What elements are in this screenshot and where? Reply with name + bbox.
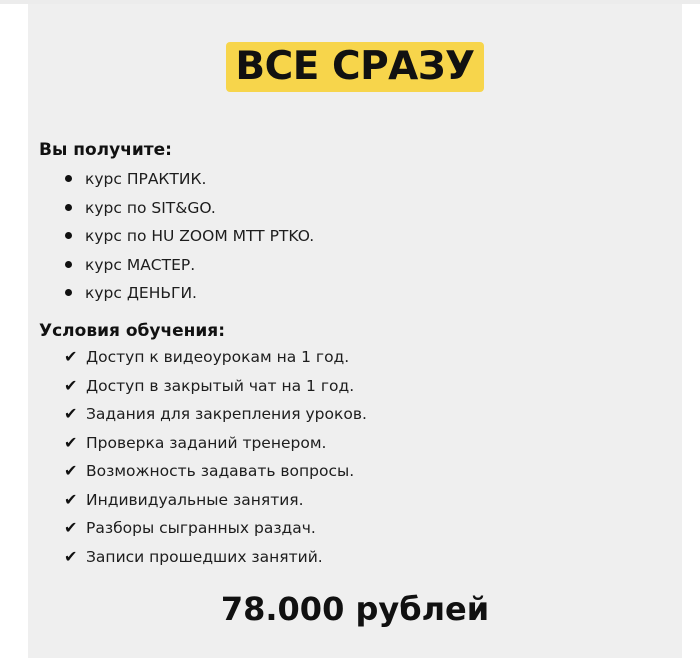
conditions-list	[64, 343, 367, 571]
bullet-dot-icon	[65, 204, 72, 211]
list-item-text: курс ДЕНЬГИ.	[85, 284, 197, 302]
list-item-text: Задания для закрепления уроков.	[86, 405, 367, 423]
list-item	[64, 343, 367, 372]
pricing-card	[28, 4, 682, 658]
bullet-dot-icon	[65, 175, 72, 182]
get-list	[64, 165, 314, 308]
list-item-text: курс ПРАКТИК.	[85, 170, 207, 188]
checkmark-icon: ✔	[64, 518, 78, 537]
list-item	[64, 486, 367, 515]
get-heading: Вы получите:	[39, 140, 172, 160]
bullet-dot-icon	[65, 261, 72, 268]
list-item	[64, 251, 314, 280]
title-wrapper	[28, 42, 682, 92]
list-item-text: курс по SIT&GO.	[85, 198, 216, 217]
list-item	[64, 543, 367, 572]
list-item	[64, 222, 314, 251]
price-label: 78.000 рублей	[220, 590, 490, 628]
list-item	[64, 194, 314, 223]
list-item-text: Индивидуальные занятия.	[86, 490, 304, 509]
checkmark-icon: ✔	[64, 375, 78, 395]
plan-title: ВСЕ СРАЗУ	[226, 42, 483, 92]
list-item-text: Доступ к видеоурокам на 1 год.	[86, 348, 350, 366]
checkmark-icon: ✔	[64, 404, 78, 423]
list-item-text: Разборы сыгранных раздач.	[86, 519, 316, 537]
bullet-dot-icon	[65, 232, 72, 239]
list-item-text: Записи прошедших занятий.	[86, 547, 323, 566]
list-item	[64, 429, 367, 458]
bullet-dot-icon	[65, 289, 72, 296]
list-item-text: Возможность задавать вопросы.	[86, 462, 355, 480]
list-item	[64, 457, 367, 486]
list-item	[64, 514, 367, 543]
list-item-text: курс МАСТЕР.	[85, 255, 196, 274]
checkmark-icon: ✔	[64, 347, 78, 366]
checkmark-icon: ✔	[64, 489, 78, 509]
checkmark-icon: ✔	[64, 461, 78, 480]
list-item	[64, 372, 367, 401]
list-item	[64, 400, 367, 429]
checkmark-icon: ✔	[64, 432, 78, 452]
list-item-text: курс по HU ZOOM MTT PTKO.	[85, 227, 315, 245]
list-item-text: Доступ в закрытый чат на 1 год.	[86, 376, 355, 395]
checkmark-icon: ✔	[64, 546, 78, 566]
list-item-text: Проверка заданий тренером.	[86, 433, 327, 452]
list-item	[64, 165, 314, 194]
list-item	[64, 279, 314, 308]
conditions-heading: Условия обучения:	[39, 321, 226, 341]
